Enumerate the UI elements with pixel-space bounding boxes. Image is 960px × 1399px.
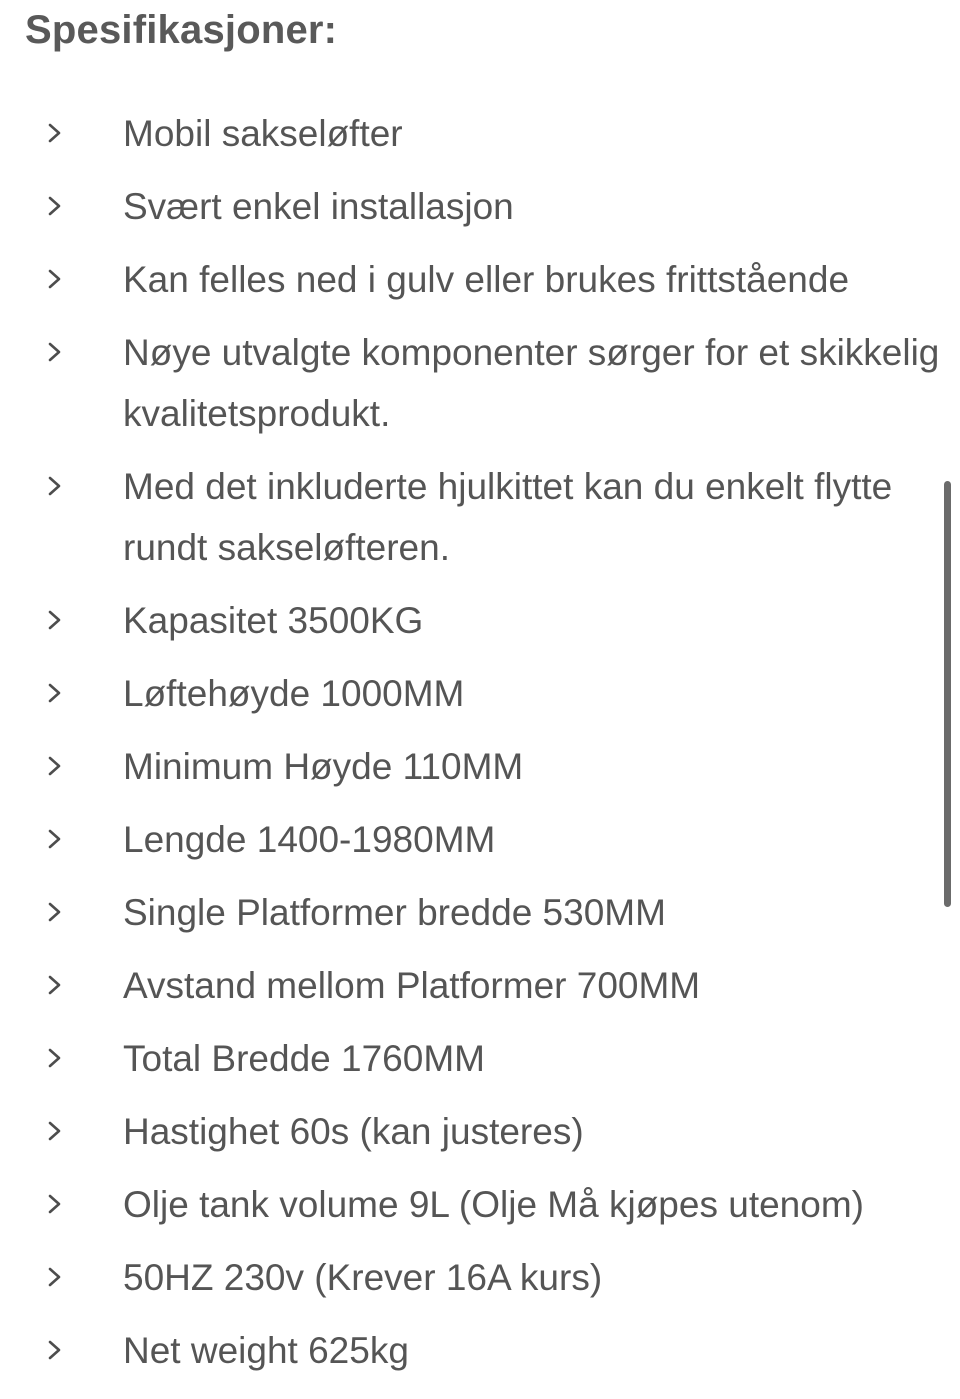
list-item	[0, 322, 945, 456]
spec-text: Minimum Høyde 110MM	[123, 746, 524, 787]
chevron-right-icon	[42, 1335, 68, 1365]
spec-text: 50HZ 230v (Krever 16A kurs)	[123, 1257, 603, 1298]
chevron-right-icon	[42, 678, 68, 708]
spec-text: Nøye utvalgte komponenter sørger for et skikkelig kvalitetsprodukt.	[123, 332, 940, 434]
spec-text: Mobil sakseløfter	[123, 113, 403, 154]
chevron-right-icon	[42, 751, 68, 781]
list-item	[0, 882, 945, 955]
spec-text: Med det inkluderte hjulkittet kan du enkelt flytte rundt sakseløfteren.	[123, 466, 893, 568]
spec-text: Avstand mellom Platformer 700MM	[123, 965, 701, 1006]
spec-list	[0, 103, 945, 1393]
section-title: Spesifikasjoner:	[25, 8, 338, 52]
scrollbar[interactable]	[944, 481, 951, 907]
list-item	[0, 1028, 945, 1101]
list-item	[0, 955, 945, 1028]
chevron-right-icon	[42, 337, 68, 367]
list-item	[0, 809, 945, 882]
spec-text: Svært enkel installasjon	[123, 186, 514, 227]
list-item	[0, 1101, 945, 1174]
list-item	[0, 249, 945, 322]
chevron-right-icon	[42, 118, 68, 148]
list-item	[0, 663, 945, 736]
chevron-right-icon	[42, 970, 68, 1000]
list-item	[0, 1320, 945, 1393]
chevron-right-icon	[42, 605, 68, 635]
list-item	[0, 590, 945, 663]
spec-text: Net weight 625kg	[123, 1330, 409, 1371]
spec-text: Løftehøyde 1000MM	[123, 673, 465, 714]
list-item	[0, 1174, 945, 1247]
chevron-right-icon	[42, 824, 68, 854]
chevron-right-icon	[42, 191, 68, 221]
list-item	[0, 1247, 945, 1320]
spec-text: Hastighet 60s (kan justeres)	[123, 1111, 584, 1152]
list-item	[0, 103, 945, 176]
chevron-right-icon	[42, 1262, 68, 1292]
list-item	[0, 456, 945, 590]
spec-text: Lengde 1400-1980MM	[123, 819, 496, 860]
chevron-right-icon	[42, 897, 68, 927]
chevron-right-icon	[42, 1116, 68, 1146]
spec-text: Single Platformer bredde 530MM	[123, 892, 666, 933]
spec-text: Kapasitet 3500KG	[123, 600, 424, 641]
chevron-right-icon	[42, 1043, 68, 1073]
list-item	[0, 176, 945, 249]
chevron-right-icon	[42, 264, 68, 294]
chevron-right-icon	[42, 1189, 68, 1219]
list-item	[0, 736, 945, 809]
spec-text: Kan felles ned i gulv eller brukes frittstående	[123, 259, 850, 300]
spec-text: Olje tank volume 9L (Olje Må kjøpes utenom)	[123, 1184, 864, 1225]
spec-text: Total Bredde 1760MM	[123, 1038, 485, 1079]
chevron-right-icon	[42, 471, 68, 501]
